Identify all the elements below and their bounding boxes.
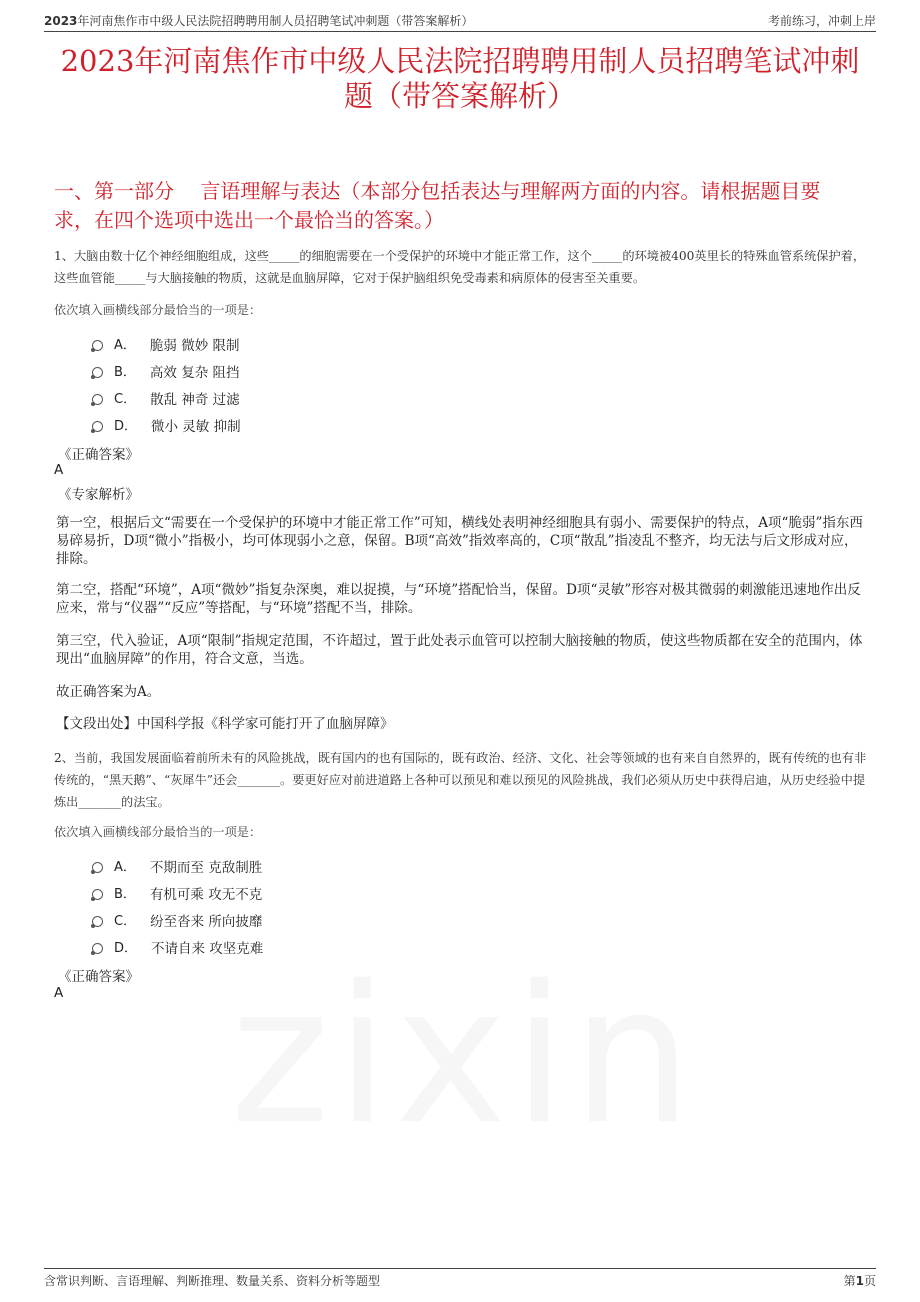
question-1-analysis-label: 《专家解析》: [58, 487, 139, 503]
question-1-answer-label: 《正确答案》: [58, 447, 139, 463]
footer-divider: [44, 1268, 876, 1269]
question-1-answer: A: [54, 462, 64, 478]
analysis-paragraph: 第二空，搭配“环境”，A项“微妙”指复杂深奥，难以捉摸，与“环境”搭配恰当，保留。D项“灵敏”形容对极其微弱的刺激能迅速地作出反应来，常与“仪器”“反应”等搭配，与“环境”搭配不当，排除。: [56, 582, 861, 616]
radio-icon[interactable]: [92, 862, 103, 873]
radio-icon[interactable]: [92, 943, 103, 954]
question-2-option-a[interactable]: A． 不期而至 克敌制胜: [92, 852, 263, 879]
footer-description: 含常识判断、言语理解、判断推理、数量关系、资料分析等题型: [44, 1274, 381, 1288]
page-number: 第1页: [843, 1274, 876, 1288]
header-slogan: 考前练习，冲刺上岸: [767, 14, 876, 28]
radio-icon[interactable]: [92, 421, 103, 432]
question-2-option-c[interactable]: C． 纷至沓来 所向披靡: [92, 906, 263, 933]
analysis-paragraph: 第一空，根据后文“需要在一个受保护的环境中才能正常工作”可知，横线处表明神经细胞具有弱小、需要保护的特点，A项“脆弱”指东西易碎易折，D项“微小”指极小，均可体现弱小之意，保留。B项“高效”指效率高的，C项“散乱”指凌乱不整齐，均无法与后文形成对应，排除。: [56, 515, 863, 567]
page-title: 2023年河南焦作市中级人民法院招聘聘用制人员招聘笔试冲刺题（带答案解析）: [60, 44, 860, 113]
question-2-option-d[interactable]: D． 不请自来 攻坚克难: [92, 933, 263, 960]
header-title-rest: 年河南焦作市中级人民法院招聘聘用制人员招聘笔试冲刺题（带答案解析）: [77, 14, 474, 28]
radio-icon[interactable]: [92, 340, 103, 351]
radio-icon[interactable]: [92, 889, 103, 900]
header-title: [44, 12, 473, 29]
question-1-option-b[interactable]: B． 高效 复杂 阻挡: [92, 357, 241, 384]
question-1-text: 1、大脑由数十亿个神经细胞组成，这些_____的细胞需要在一个受保护的环境中才能正常工作，这个_____的环境被400英里长的特殊血管系统保护着，这些血管能_____与大脑接触的物质，这就是血脑屏障，它对于保护脑组织免受毒素和病原体的侵害至关重要。: [54, 249, 866, 285]
question-1-prompt: 依次填入画横线部分最恰当的一项是：: [54, 303, 262, 317]
question-2-answer-label: 《正确答案》: [58, 969, 139, 985]
header-year: 2023: [44, 14, 78, 28]
question-2-text: 2、当前，我国发展面临着前所未有的风险挑战，既有国内的也有国际的，既有政治、经济、文化、社会等领域的也有来自自然界的，既有传统的也有非传统的，“黑天鹅”、“灰犀牛”还会_______。要更好应对前进道路上各种可以预见和难以预见的风险挑战，我们必须从历史中获得启迪，从历史经验中提炼出_______的法宝。: [54, 751, 867, 809]
watermark: [230, 945, 698, 1166]
section-heading: 一、第一部分 言语理解与表达（本部分包括表达与理解两方面的内容。请根据题目要求，在四个选项中选出一个最恰当的答案。）: [54, 179, 821, 232]
question-1-option-c[interactable]: C． 散乱 神奇 过滤: [92, 384, 241, 411]
question-2-answer: A: [54, 985, 64, 1001]
radio-icon[interactable]: [92, 367, 103, 378]
analysis-conclusion: 故正确答案为A。: [56, 684, 161, 700]
question-2-options: [92, 852, 263, 960]
analysis-paragraph: 第三空，代入验证，A项“限制”指规定范围，不许超过，置于此处表示血管可以控制大脑接触的物质，使这些物质都在安全的范围内，体现出“血脑屏障”的作用，符合文意，当选。: [56, 633, 863, 667]
question-1-option-d[interactable]: D． 微小 灵敏 抑制: [92, 411, 241, 438]
source-citation: 【文段出处】中国科学报《科学家可能打开了血脑屏障》: [56, 716, 394, 732]
question-2-option-b[interactable]: B． 有机可乘 攻无不克: [92, 879, 263, 906]
question-2-prompt: 依次填入画横线部分最恰当的一项是：: [54, 825, 262, 839]
radio-icon[interactable]: [92, 916, 103, 927]
header-divider: [44, 31, 876, 32]
question-1-option-a[interactable]: A． 脆弱 微妙 限制: [92, 330, 241, 357]
question-1-options: [92, 330, 241, 438]
radio-icon[interactable]: [92, 394, 103, 405]
